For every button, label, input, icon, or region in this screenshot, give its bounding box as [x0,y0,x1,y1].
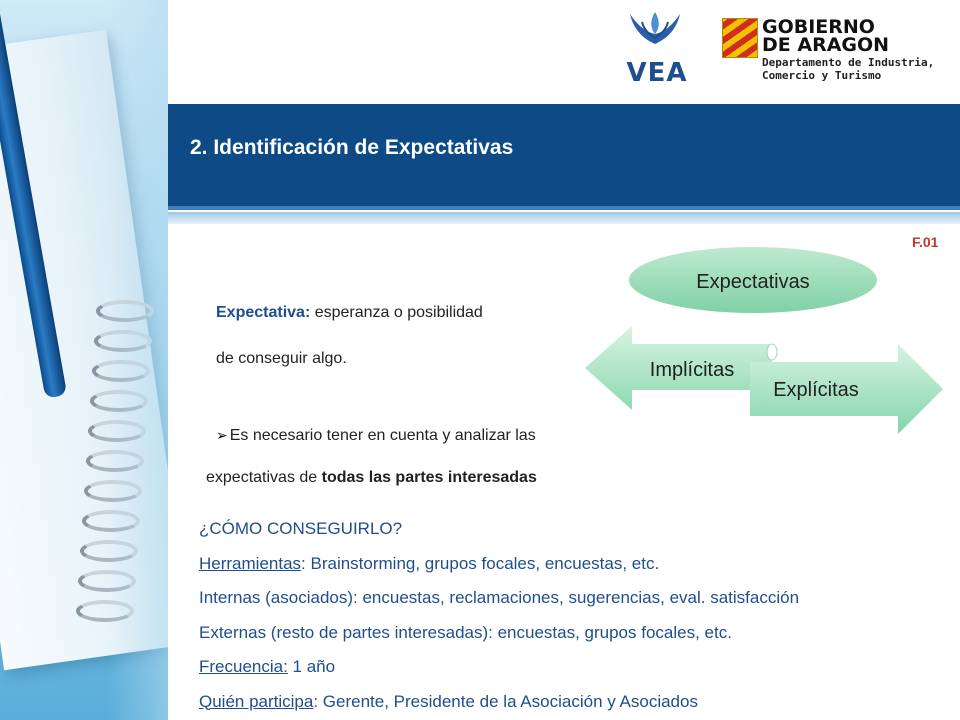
herramientas-line [199,547,939,582]
explicitas-label: Explícitas [773,379,859,401]
frecuencia-label: Frecuencia: [199,657,288,676]
externas-line: Externas (resto de partes interesadas): encuestas, grupos focales, etc. [199,622,732,642]
quien-line [199,685,939,720]
quien-text: : Gerente, Presidente de la Asociación y Asociados [313,691,698,711]
expectativas-label: Expectativas [696,271,810,293]
frecuencia-text: 1 año [287,657,336,676]
department-text-2: Comercio y Turismo [762,69,882,82]
how-heading: ¿CÓMO CONSEGUIRLO? [199,519,403,538]
photo-fade [108,0,168,720]
herramientas-label: Herramientas [199,553,302,573]
title-underline-fade [168,212,960,224]
notebook-photo [0,0,168,720]
department-text-1: Departamento de Industria, [762,56,935,69]
title-band [168,104,960,206]
gobierno-text: GOBIERNO [762,16,875,38]
arrow-bullet-icon: ➢ [216,427,228,443]
definition-text-1: esperanza o posibilidad [310,304,483,321]
expectativas-diagram [580,244,950,444]
vea-logo-mark [624,10,686,60]
gobierno-aragon-logo [722,18,952,88]
definition-term: Expectativa: [216,304,311,321]
title-underline [168,206,960,210]
quien-label: Quién participa [199,691,314,711]
internas-line: Internas (asociados): encuestas, reclamaciones, sugerencias, eval. satisfacción [199,588,800,607]
definition-text-2: de conseguir algo. [216,350,347,367]
note-line-2 [206,457,646,499]
slide-title: 2. Identificación de Expectativas [190,136,514,159]
aragon-flag-icon [722,18,758,58]
note-text-1: Es necesario tener en cuenta y analizar las [229,427,536,444]
how-block [199,512,939,719]
vea-logo [624,10,686,88]
vea-logo-text: VEA [626,58,688,88]
definition-block [216,290,483,382]
note-bold-text: todas las partes interesadas [321,469,537,486]
note-text-2: expectativas de [206,469,322,486]
definition-line-1 [216,290,483,336]
herramientas-text: : Brainstorming, grupos focales, encuestas, etc. [301,553,660,573]
aragon-text: DE ARAGON [762,34,890,56]
slide-code: F.01 [912,234,939,250]
implicitas-label: Implícitas [649,359,735,381]
frecuencia-line [199,650,939,685]
